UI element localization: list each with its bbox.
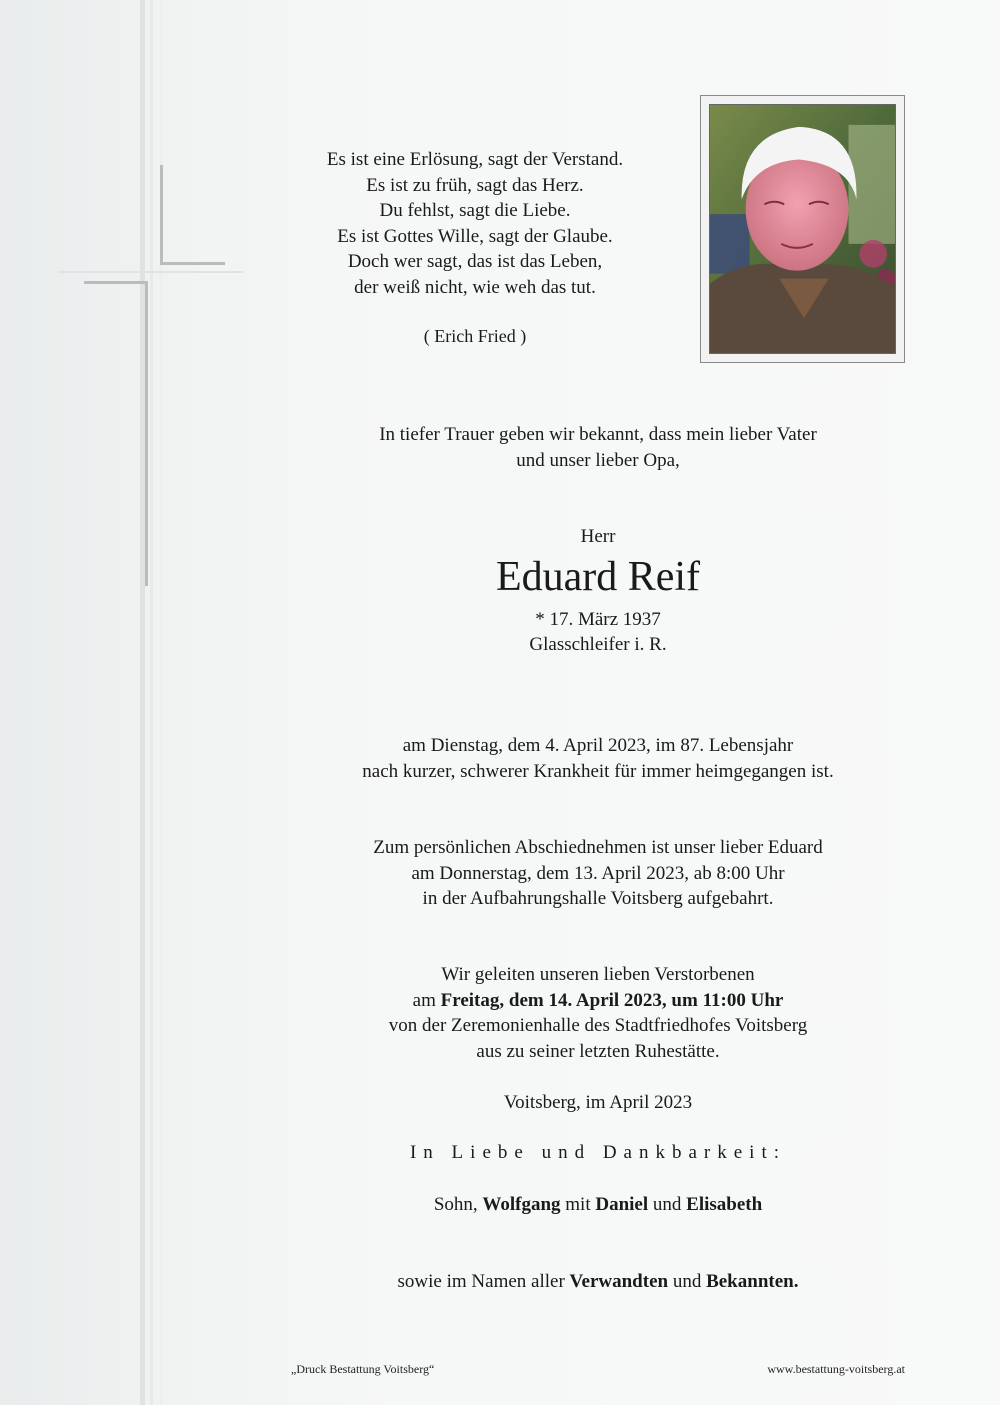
footer-website-link[interactable]: www.bestattung-voitsberg.at xyxy=(767,1362,905,1376)
deceased-birth: * 17. März 1937 xyxy=(535,609,661,630)
poem-line: Es ist eine Erlösung, sagt der Verstand. xyxy=(326,149,624,170)
family-connector: mit xyxy=(560,1194,596,1215)
death-line: am Dienstag, dem 4. April 2023, im 87. Lebensjahr xyxy=(402,735,794,756)
family-prefix: Sohn, xyxy=(433,1194,483,1215)
place-date: Voitsberg, im April 2023 xyxy=(503,1092,693,1113)
family-name: Daniel xyxy=(595,1194,649,1215)
poem-line: Es ist zu früh, sagt das Herz. xyxy=(366,174,584,196)
relatives-line xyxy=(300,1269,896,1295)
intro-line: In tiefer Trauer geben wir bekannt, dass mein lieber Vater xyxy=(379,424,817,445)
family-name: Elisabeth xyxy=(686,1194,763,1215)
background-stripe xyxy=(140,0,145,1405)
poem-author: ( Erich Fried ) xyxy=(423,326,527,346)
deceased-title: Herr xyxy=(580,526,616,547)
intro-line: und unser lieber Opa, xyxy=(516,449,680,471)
portrait-photo xyxy=(709,104,896,354)
footer-printer: „Druck Bestattung Voitsberg“ xyxy=(291,1362,435,1376)
thanks-heading: In Liebe und Dankbarkeit: xyxy=(409,1142,786,1163)
poem-line: Doch wer sagt, das ist das Leben, xyxy=(347,251,603,272)
relatives-connector: und xyxy=(668,1271,707,1292)
background-stripe xyxy=(150,0,153,1405)
funeral-line: aus zu seiner letzten Ruhestätte. xyxy=(476,1040,720,1062)
death-notice xyxy=(300,733,896,784)
relatives-bold: Verwandten xyxy=(569,1271,669,1292)
poem-line: Du fehlst, sagt die Liebe. xyxy=(379,200,571,221)
viewing-line: am Donnerstag, dem 13. April 2023, ab 8:00 Uhr xyxy=(411,862,785,884)
viewing-notice xyxy=(300,835,896,912)
bottom-edge xyxy=(0,1405,1000,1417)
funeral-date-line xyxy=(300,988,896,1014)
intro-text xyxy=(300,422,896,473)
poem-line: der weiß nicht, wie weh das tut. xyxy=(354,276,596,298)
funeral-notice xyxy=(300,962,896,1064)
deceased-name: Eduard Reif xyxy=(495,554,701,600)
relatives-prefix: sowie im Namen aller xyxy=(397,1271,570,1292)
deceased-occupation: Glasschleifer i. R. xyxy=(529,634,667,655)
poem xyxy=(250,147,700,300)
funeral-line: Wir geleiten unseren lieben Verstorbenen xyxy=(441,964,755,985)
funeral-date: Freitag, dem 14. April 2023, um 11:00 Uhr xyxy=(440,989,784,1011)
viewing-line: in der Aufbahrungshalle Voitsberg aufgebahrt. xyxy=(422,888,774,909)
portrait-photo-frame xyxy=(700,95,905,363)
viewing-line: Zum persönlichen Abschiednehmen ist unser lieber Eduard xyxy=(373,837,823,858)
death-line: nach kurzer, schwerer Krankheit für immer heimgegangen ist. xyxy=(362,760,834,782)
funeral-line: von der Zeremonienhalle des Stadtfriedhofes Voitsberg xyxy=(388,1015,808,1036)
poem-line: Es ist Gottes Wille, sagt der Glaube. xyxy=(337,225,613,247)
family-names xyxy=(300,1192,896,1218)
family-connector: und xyxy=(648,1194,687,1215)
funeral-date-prefix: am xyxy=(412,989,441,1011)
family-name: Wolfgang xyxy=(482,1194,561,1215)
relatives-bold: Bekannten. xyxy=(706,1271,799,1292)
